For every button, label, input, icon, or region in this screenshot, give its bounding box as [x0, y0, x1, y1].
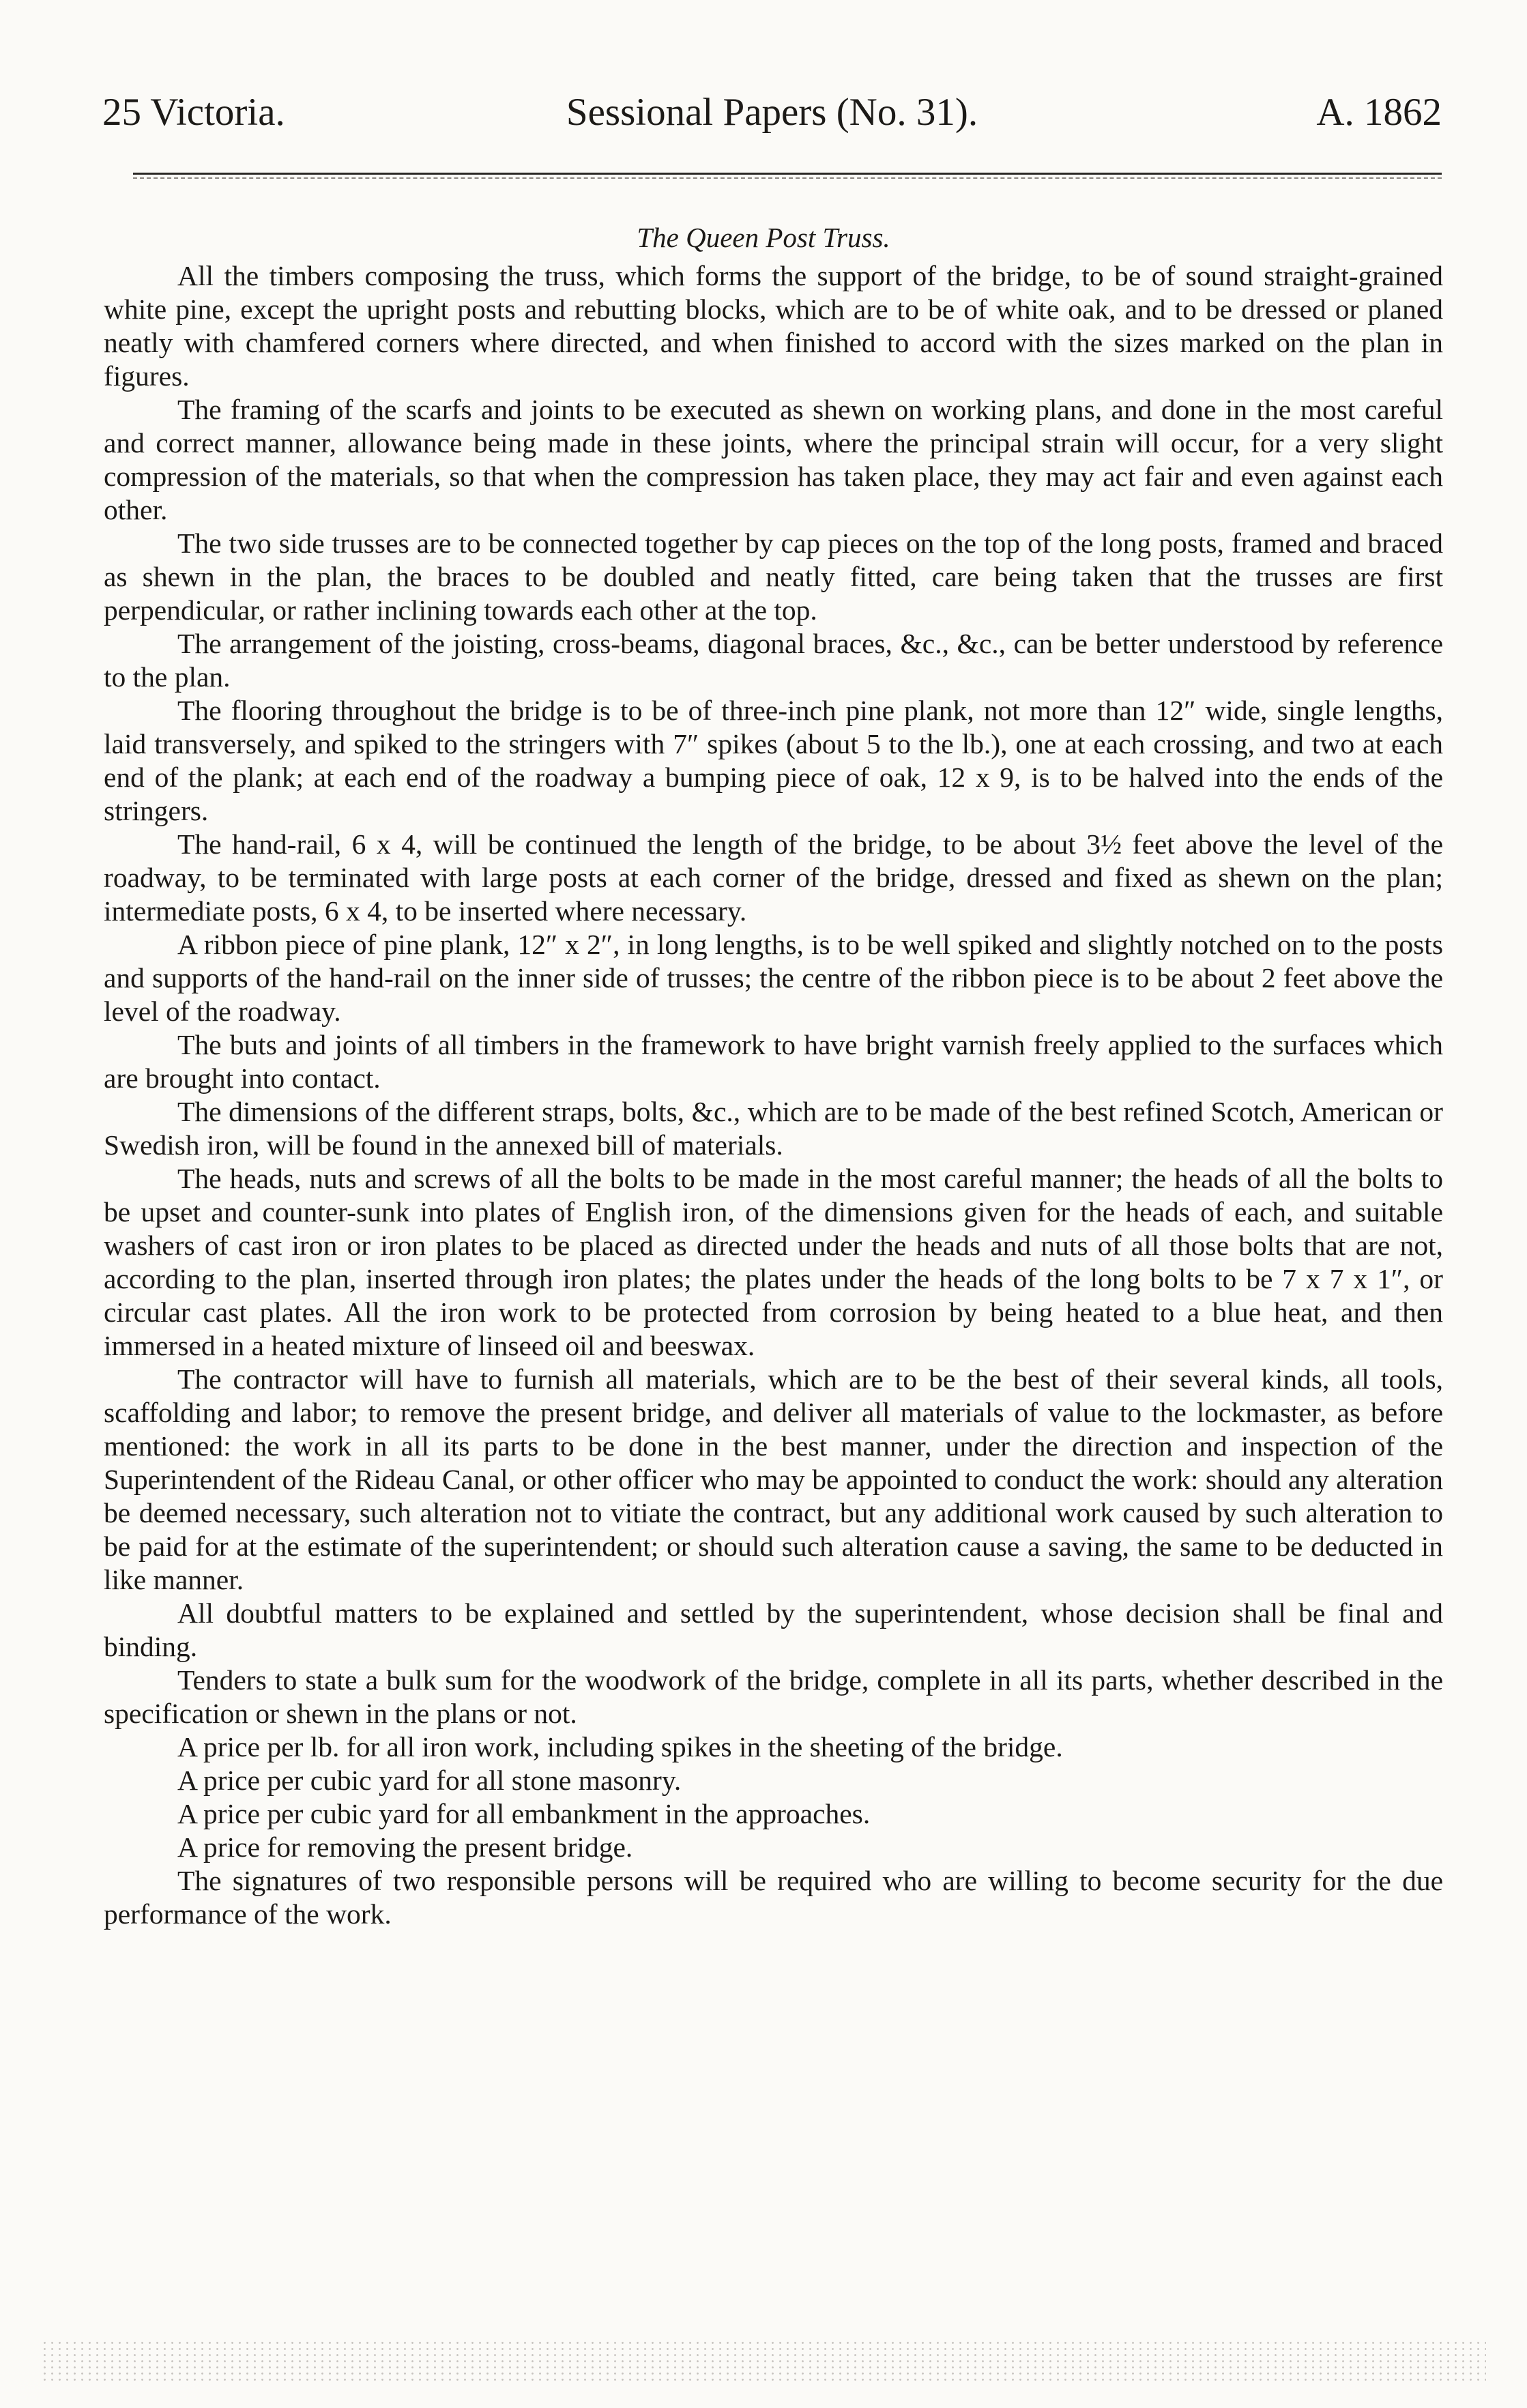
paragraph: Tenders to state a bulk sum for the woodwork of the bridge, complete in all its parts, whether described in the specification or shewn in the plans or not.: [104, 1664, 1443, 1729]
header-volume: 25 Victoria.: [102, 91, 285, 134]
closing-paragraph: The signatures of two responsible persons will be required who are willing to become security for the due performance of the work.: [104, 1865, 1443, 1930]
paragraph: The framing of the scarfs and joints to be executed as shewn on working plans, and done in the most careful and correct manner, allowance being made in these joints, where the principal strain will occur, for a very slight compression of the materials, so that when the compression has taken place, they may act fair and even against each other.: [104, 394, 1443, 525]
price-item: A price per cubic yard for all embankment in the approaches.: [177, 1798, 871, 1829]
paragraph: The hand-rail, 6 x 4, will be continued the length of the bridge, to be about 3½ feet above the level of the roadway, to be terminated with large posts at each corner of the bridge, dressed and fixed as shewn on the plan; intermediate posts, 6 x 4, to be inserted where necessary.: [104, 828, 1443, 927]
paragraph: The two side trusses are to be connected together by cap pieces on the top of the long posts, framed and braced as shewn in the plan, the braces to be doubled and neatly fitted, care being taken that the trusses are first perpendicular, or rather inclining towards each other at the top.: [104, 527, 1443, 626]
header-rule: [133, 173, 1442, 179]
paragraph: A ribbon piece of pine plank, 12″ x 2″, in long lengths, is to be well spiked and slightly notched on to the posts and supports of the hand-rail on the inner side of trusses; the centre of the ribbon piece is to be about 2 feet above the level of the roadway.: [104, 929, 1443, 1027]
paragraph: All doubtful matters to be explained and settled by the superintendent, whose decision shall be final and binding.: [104, 1597, 1443, 1662]
paragraph: The heads, nuts and screws of all the bolts to be made in the most careful manner; the heads of all the bolts to be upset and counter-sunk into plates of English iron, of the dimensions given for the heads of each, and suitable washers of cast iron or iron plates to be placed as directed under the heads and nuts of all those bolts that are not, according to the plan, inserted through iron plates; the plates under the heads of the long bolts to be 7 x 7 x 1″, or circular cast plates. All the iron work to be protected from corrosion by being heated to a blue heat, and then immersed in a heated mixture of linseed oil and beeswax.: [104, 1163, 1443, 1361]
paragraph: The buts and joints of all timbers in the framework to have bright varnish freely applied to the surfaces which are brought into contact.: [104, 1029, 1443, 1094]
price-item: A price for removing the present bridge.: [177, 1831, 633, 1863]
paragraph: The arrangement of the joisting, cross-beams, diagonal braces, &c., &c., can be better understood by reference to the plan.: [104, 628, 1443, 693]
paragraph: The dimensions of the different straps, bolts, &c., which are to be made of the best refined Scotch, American or Swedish iron, will be found in the annexed bill of materials.: [104, 1096, 1443, 1161]
header-year: A. 1862: [1316, 91, 1442, 134]
paragraph: The flooring throughout the bridge is to be of three-inch pine plank, not more than 12″ wide, single lengths, laid transversely, and spiked to the stringers with 7″ spikes (about 5 to the lb.), one at each crossing, and two at each end of the plank; at each end of the roadway a bumping piece of oak, 12 x 9, is to be halved into the ends of the stringers.: [104, 695, 1443, 826]
document-body: [104, 259, 1443, 1931]
paragraph: All the timbers composing the truss, which forms the support of the bridge, to be of sound straight-grained white pine, except the upright posts and rebutting blocks, which are to be of white oak, and to be dressed or planed neatly with chamfered corners where directed, and when finished to accord with the sizes marked on the plan in figures.: [104, 260, 1443, 392]
page-header: [102, 82, 1442, 143]
paragraph: The contractor will have to furnish all materials, which are to be the best of their several kinds, all tools, scaffolding and labor; to remove the present bridge, and deliver all materials of value to the lockmaster, as before mentioned: the work in all its parts to be done in the best manner, under the direction and inspection of the Superintendent of the Rideau Canal, or other officer who may be appointed to conduct the work: should any alteration be deemed necessary, such alteration not to vitiate the contract, but any additional work caused by such alteration to be paid for at the estimate of the superintendent; or should such alteration cause a saving, the same to be deducted in like manner.: [104, 1363, 1443, 1595]
price-item: A price per lb. for all iron work, including spikes in the sheeting of the bridge.: [177, 1731, 1063, 1763]
header-title: Sessional Papers (No. 31).: [566, 91, 978, 134]
section-title: The Queen Post Truss.: [637, 222, 890, 253]
bleed-through-noise: [41, 2340, 1486, 2381]
price-item: A price per cubic yard for all stone masonry.: [177, 1765, 682, 1796]
